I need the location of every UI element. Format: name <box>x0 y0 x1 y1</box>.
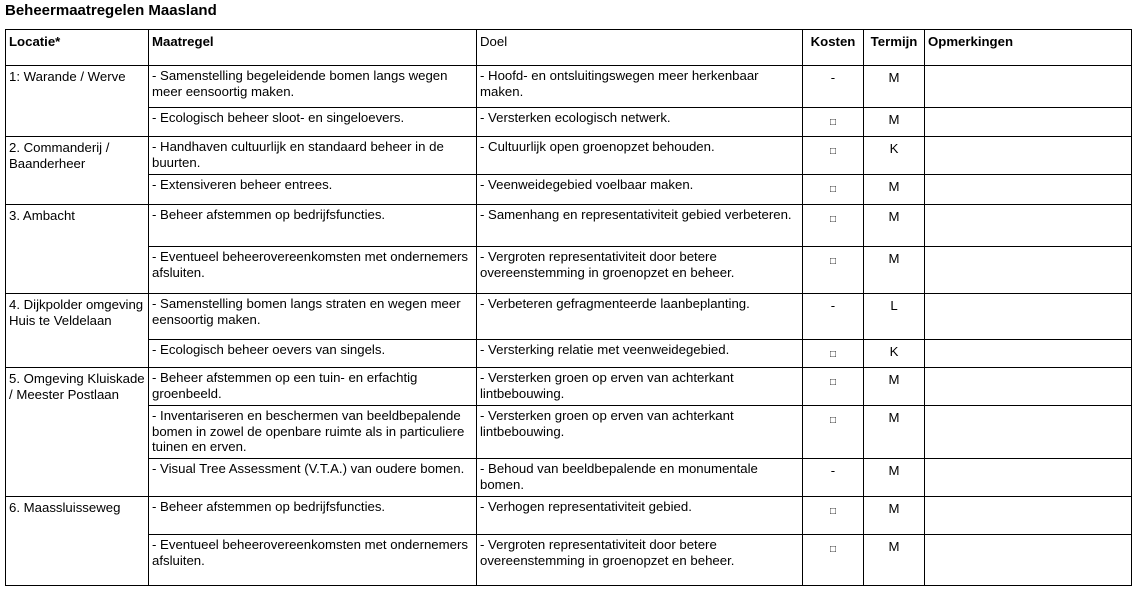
maatregel-cell: - Ecologisch beheer sloot- en singeloevers. <box>149 108 477 137</box>
opmerkingen-cell <box>925 205 1132 247</box>
location-cell: 2. Commanderij / Baanderheer <box>6 137 149 205</box>
table-row <box>6 294 1132 340</box>
col-header-opmerkingen: Opmerkingen <box>925 30 1132 66</box>
kosten-cell-value: □ <box>829 377 837 388</box>
kosten-cell-value: □ <box>829 117 837 128</box>
kosten-cell-value: □ <box>829 544 837 555</box>
termijn-cell <box>864 368 925 406</box>
table-row <box>6 497 1132 535</box>
col-header-locatie: Locatie* <box>6 30 149 66</box>
kosten-cell <box>803 247 864 294</box>
termijn-cell-value: M <box>888 372 900 387</box>
doel-cell: - Veenweidegebied voelbaar maken. <box>477 175 803 205</box>
termijn-cell-value: M <box>888 179 900 194</box>
termijn-cell <box>864 294 925 340</box>
termijn-cell-value: M <box>888 70 900 85</box>
termijn-cell-value: M <box>888 539 900 554</box>
table-row <box>6 137 1132 175</box>
page-title: Beheermaatregelen Maasland <box>5 2 217 19</box>
termijn-cell-value: M <box>888 410 900 425</box>
location-cell: 4. Dijkpolder omgeving Huis te Veldelaan <box>6 294 149 368</box>
kosten-cell <box>803 497 864 535</box>
table-row <box>6 205 1132 247</box>
opmerkingen-cell <box>925 535 1132 586</box>
termijn-cell <box>864 108 925 137</box>
maatregel-cell: - Handhaven cultuurlijk en standaard beheer in de buurten. <box>149 137 477 175</box>
maatregel-cell: - Samenstelling begeleidende bomen langs wegen meer eensoortig maken. <box>149 66 477 108</box>
termijn-cell <box>864 247 925 294</box>
maatregel-cell: - Beheer afstemmen op een tuin- en erfachtig groenbeeld. <box>149 368 477 406</box>
doel-cell: - Vergroten representativiteit door betere overeenstemming in groenopzet en beheer. <box>477 535 803 586</box>
maatregel-cell: - Beheer afstemmen op bedrijfsfuncties. <box>149 497 477 535</box>
opmerkingen-cell <box>925 108 1132 137</box>
kosten-cell-value: □ <box>829 214 837 225</box>
opmerkingen-cell <box>925 294 1132 340</box>
opmerkingen-cell <box>925 497 1132 535</box>
table-row <box>6 247 1132 294</box>
table-row <box>6 406 1132 459</box>
maatregel-cell: - Inventariseren en beschermen van beeldbepalende bomen in zowel de openbare ruimte als in particuliere tuinen en erven. <box>149 406 477 459</box>
termijn-cell <box>864 66 925 108</box>
doel-cell: - Hoofd- en ontsluitingswegen meer herkenbaar maken. <box>477 66 803 108</box>
location-cell: 3. Ambacht <box>6 205 149 294</box>
termijn-cell <box>864 340 925 368</box>
termijn-cell-value: M <box>888 501 900 516</box>
kosten-cell <box>803 368 864 406</box>
kosten-cell <box>803 108 864 137</box>
col-header-kosten: Kosten <box>803 30 864 66</box>
doel-cell: - Cultuurlijk open groenopzet behouden. <box>477 137 803 175</box>
kosten-cell-value: - <box>830 70 836 85</box>
termijn-cell-value: M <box>888 112 900 127</box>
kosten-cell-value: - <box>830 298 836 313</box>
table-row <box>6 535 1132 586</box>
kosten-cell-value: □ <box>829 146 837 157</box>
termijn-cell <box>864 175 925 205</box>
termijn-cell <box>864 406 925 459</box>
doel-cell: - Samenhang en representativiteit gebied verbeteren. <box>477 205 803 247</box>
termijn-cell <box>864 497 925 535</box>
kosten-cell-value: □ <box>829 506 837 517</box>
opmerkingen-cell <box>925 406 1132 459</box>
opmerkingen-cell <box>925 137 1132 175</box>
kosten-cell <box>803 66 864 108</box>
opmerkingen-cell <box>925 175 1132 205</box>
termijn-cell-value: K <box>889 141 899 156</box>
opmerkingen-cell <box>925 247 1132 294</box>
table-row <box>6 340 1132 368</box>
kosten-cell <box>803 535 864 586</box>
kosten-cell-value: □ <box>829 184 837 195</box>
doel-cell: - Versterken groen op erven van achterkant lintbebouwing. <box>477 406 803 459</box>
maatregel-cell: - Beheer afstemmen op bedrijfsfuncties. <box>149 205 477 247</box>
table-row <box>6 175 1132 205</box>
doel-cell: - Versterken groen op erven van achterkant lintbebouwing. <box>477 368 803 406</box>
termijn-cell <box>864 137 925 175</box>
termijn-cell <box>864 459 925 497</box>
maatregel-cell: - Visual Tree Assessment (V.T.A.) van oudere bomen. <box>149 459 477 497</box>
table-body <box>6 66 1132 586</box>
opmerkingen-cell <box>925 66 1132 108</box>
maatregel-cell: - Samenstelling bomen langs straten en wegen meer eensoortig maken. <box>149 294 477 340</box>
kosten-cell <box>803 294 864 340</box>
maatregel-cell: - Extensiveren beheer entrees. <box>149 175 477 205</box>
table-row <box>6 368 1132 406</box>
col-header-doel: Doel <box>477 30 803 66</box>
maatregel-cell: - Eventueel beheerovereenkomsten met ondernemers afsluiten. <box>149 535 477 586</box>
opmerkingen-cell <box>925 459 1132 497</box>
doel-cell: - Versterking relatie met veenweidegebied. <box>477 340 803 368</box>
table-row <box>6 108 1132 137</box>
doel-cell: - Versterken ecologisch netwerk. <box>477 108 803 137</box>
kosten-cell-value: □ <box>829 415 837 426</box>
measures-table <box>5 29 1132 586</box>
maatregel-cell: - Eventueel beheerovereenkomsten met ondernemers afsluiten. <box>149 247 477 294</box>
kosten-cell <box>803 459 864 497</box>
doel-cell: - Verhogen representativiteit gebied. <box>477 497 803 535</box>
doel-cell: - Vergroten representativiteit door betere overeenstemming in groenopzet en beheer. <box>477 247 803 294</box>
doel-cell: - Verbeteren gefragmenteerde laanbeplanting. <box>477 294 803 340</box>
termijn-cell-value: M <box>888 209 900 224</box>
termijn-cell-value: M <box>888 463 900 478</box>
opmerkingen-cell <box>925 340 1132 368</box>
kosten-cell <box>803 205 864 247</box>
termijn-cell-value: K <box>889 344 899 359</box>
opmerkingen-cell <box>925 368 1132 406</box>
kosten-cell-value: - <box>830 463 836 478</box>
col-header-termijn: Termijn <box>864 30 925 66</box>
location-cell: 6. Maassluisseweg <box>6 497 149 586</box>
termijn-cell-value: M <box>888 251 900 266</box>
kosten-cell <box>803 175 864 205</box>
location-cell: 1: Warande / Werve <box>6 66 149 137</box>
table-row <box>6 66 1132 108</box>
termijn-cell <box>864 205 925 247</box>
header-row <box>6 30 1132 66</box>
kosten-cell <box>803 137 864 175</box>
kosten-cell <box>803 340 864 368</box>
termijn-cell-value: L <box>890 298 898 313</box>
col-header-maatregel: Maatregel <box>149 30 477 66</box>
termijn-cell <box>864 535 925 586</box>
kosten-cell-value: □ <box>829 349 837 360</box>
kosten-cell-value: □ <box>829 256 837 267</box>
table-row <box>6 459 1132 497</box>
kosten-cell <box>803 406 864 459</box>
location-cell: 5. Omgeving Kluiskade / Meester Postlaan <box>6 368 149 497</box>
doel-cell: - Behoud van beeldbepalende en monumentale bomen. <box>477 459 803 497</box>
maatregel-cell: - Ecologisch beheer oevers van singels. <box>149 340 477 368</box>
